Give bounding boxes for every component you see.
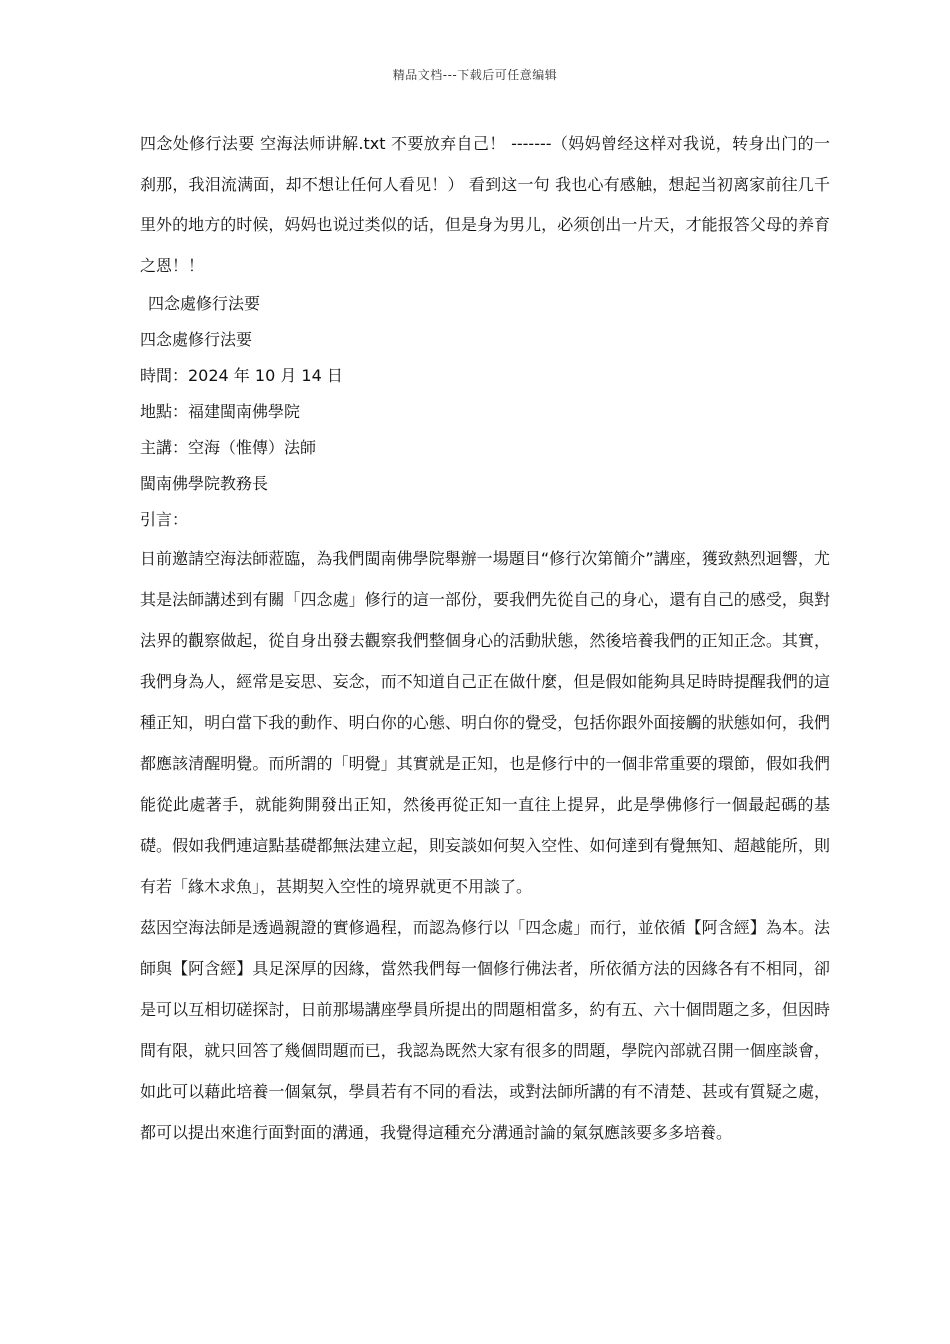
page-header: 精品文档---下载后可任意编辑	[392, 68, 558, 82]
speaker-line: 主講：空海（惟傳）法師	[140, 438, 317, 457]
preface-label: 引言：	[140, 510, 189, 529]
document-body	[140, 124, 830, 1153]
paragraph-1: 日前邀請空海法師蒞臨，為我們閩南佛學院舉辦一場題目“修行次第簡介”講座，獲致熱烈迴響，尤其是法師講述到有關「四念處」修行的這一部份，要我們先從自己的身心，還有自己的感受，與對法界的觀察做起，從自身出發去觀察我們整個身心的活動狀態，然後培養我們的正知正念。其實，我們身為人，經常是妄思、妄念，而不知道自己正在做什麼，但是假如能夠具足時時提醒我們的這種正知，明白當下我的動作、明白你的心態、明白你的覺受，包括你跟外面接觸的狀態如何，我們都應該清醒明覺。而所謂的「明覺」其實就是正知，也是修行中的一個非常重要的環節，假如我們能從此處著手，就能夠開發出正知，然後再從正知一直往上提昇，此是學佛修行一個最起碼的基礎。假如我們連這點基礎都無法建立起，則妄談如何契入空性、如何達到有覺無知、超越能所，則有若「緣木求魚」，甚期契入空性的境界就更不用談了。	[140, 549, 830, 896]
document-title: 四念處修行法要	[140, 330, 253, 349]
title-indented: 四念處修行法要	[148, 294, 261, 313]
intro-paragraph: 四念处修行法要 空海法师讲解.txt 不要放弃自己！ -------（妈妈曾经这样对我说，转身出门的一刹那，我泪流满面，却不想让任何人看见！） 看到这一句 我也心有感触，想起当初离家前往几千里外的地方的时候，妈妈也说过类似的话，但是身为男儿，必须创出一片天，才能报答父母的养育之恩！！	[140, 134, 830, 275]
place-line: 地點：福建閩南佛學院	[140, 402, 301, 421]
speaker-role-line: 閩南佛學院教務長	[140, 474, 269, 493]
paragraph-2: 茲因空海法師是透過親證的實修過程，而認為修行以「四念處」而行，並依循【阿含經】為本。法師與【阿含經】具足深厚的因緣，當然我們每一個修行佛法者，所依循方法的因緣各有不相同，卻是可以互相切磋探討，日前那場講座學員所提出的問題相當多，約有五、六十個問題之多，但因時間有限，就只回答了幾個問題而已，我認為既然大家有很多的問題，學院內部就召開一個座談會，如此可以藉此培養一個氣氛，學員若有不同的看法，或對法師所講的有不清楚、甚或有質疑之處，都可以提出來進行面對面的溝通，我覺得這種充分溝通討論的氣氛應該要多多培養。	[140, 918, 830, 1142]
time-line: 時間：2024 年 10 月 14 日	[140, 366, 343, 385]
